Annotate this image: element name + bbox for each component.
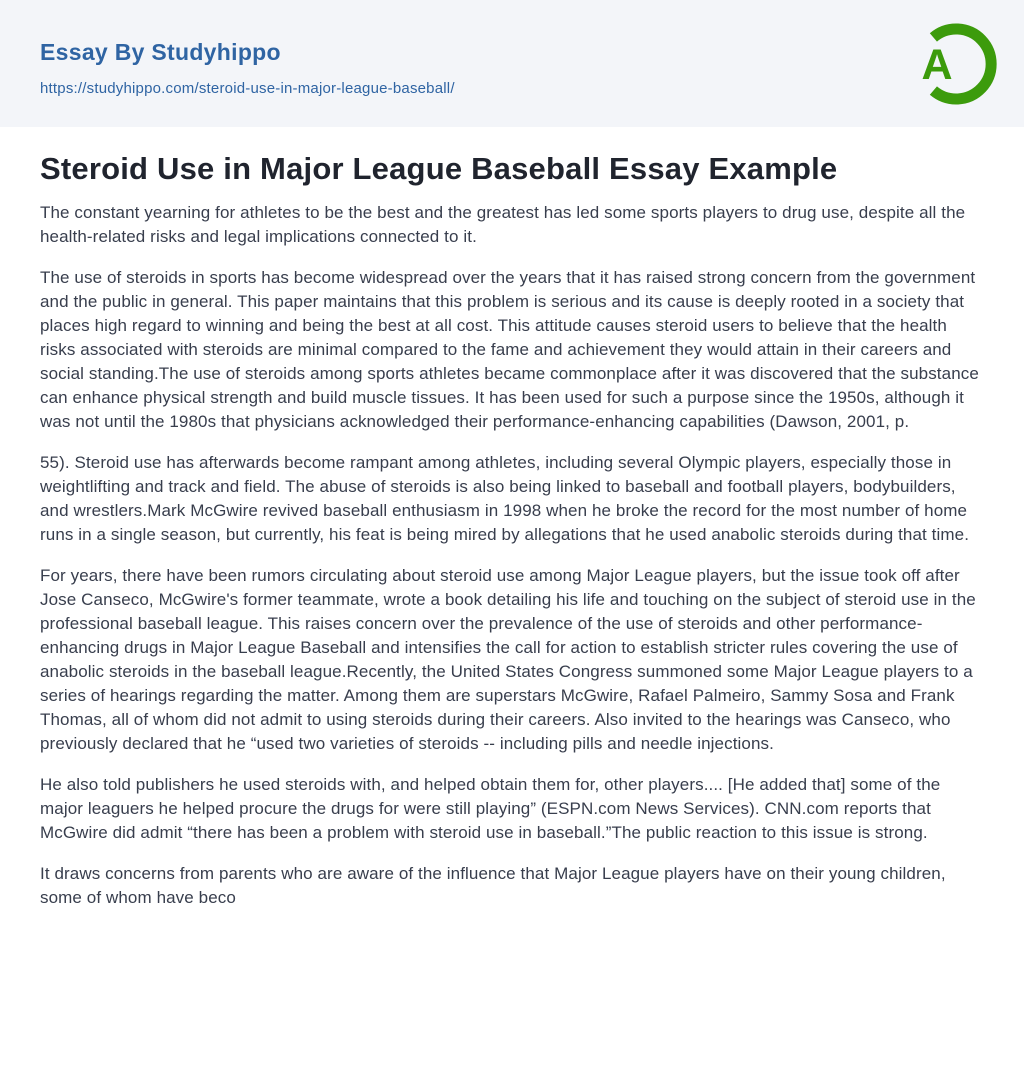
essay-paragraph-4: For years, there have been rumors circulating about steroid use among Major League players, but the issue took off after Jose Canseco, McGwire's former teammate, wrote a book detailing his life and touching on the subject of steroid use in the professional baseball league. This raises concern over the prevalence of the use of steroids and other performance-enhancing drugs in Major League Baseball and intensifies the call for action to establish stricter rules covering the use of anabolic steroids in the baseball league.Recently, the United States Congress summoned some Major League players to a series of hearings regarding the matter. Among them are superstars McGwire, Rafael Palmeiro, Sammy Sosa and Frank Thomas, all of whom did not admit to using steroids during their careers. Also invited to the hearings was Canseco, who previously declared that he “used two varieties of steroids -- including pills and needle injections. — [40, 566, 976, 753]
page-header — [0, 0, 1024, 127]
essay-paragraph-6: It draws concerns from parents who are aware of the influence that Major League players have on their young children, some of whom have beco — [40, 864, 946, 907]
studyhippo-logo-icon — [909, 17, 997, 111]
essay-content — [0, 127, 1024, 965]
site-title: Essay By Studyhippo — [40, 39, 281, 66]
essay-paragraph-1: The constant yearning for athletes to be the best and the greatest has led some sports players to drug use, despite all the health-related risks and legal implications connected to it. — [40, 203, 966, 246]
essay-paragraph-2: The use of steroids in sports has become widespread over the years that it has raised strong concern from the government and the public in general. This paper maintains that this problem is serious and its cause is deeply rooted in a society that places high regard to winning and being the best at all cost. This attitude causes steroid users to believe that the health risks associated with steroids are minimal compared to the fame and achievement they would attain in their careers and social standing.The use of steroids among sports athletes became commonplace after it was discovered that the substance can enhance physical strength and build muscle tissues. It has been used for such a purpose since the 1950s, although it was not until the 1980s that physicians acknowledged their performance-enhancing capabilities (Dawson, 2001, p. — [40, 268, 979, 431]
logo-letter: A — [921, 40, 953, 89]
header-text-block — [40, 29, 455, 98]
essay-paragraph-5: He also told publishers he used steroids with, and helped obtain them for, other players.... [He added that] some of the major leaguers he helped procure the drugs for were still playing” (ESPN.com News Services). CNN.com reports that McGwire did admit “there has been a problem with steroid use in baseball.”The public reaction to this issue is strong. — [40, 775, 941, 842]
essay-paragraph-3: 55). Steroid use has afterwards become rampant among athletes, including several Olympic players, especially those in weightlifting and track and field. The abuse of steroids is also being linked to baseball and football players, bodybuilders, and wrestlers.Mark McGwire revived baseball enthusiasm in 1998 when he broke the record for the most number of home runs in a single season, but currently, his feat is being mired by allegations that he used anabolic steroids during that time. — [40, 453, 970, 544]
essay-title: Steroid Use in Major League Baseball Essay Example — [40, 151, 838, 186]
essay-url-link[interactable]: https://studyhippo.com/steroid-use-in-major-league-baseball/ — [40, 79, 455, 97]
